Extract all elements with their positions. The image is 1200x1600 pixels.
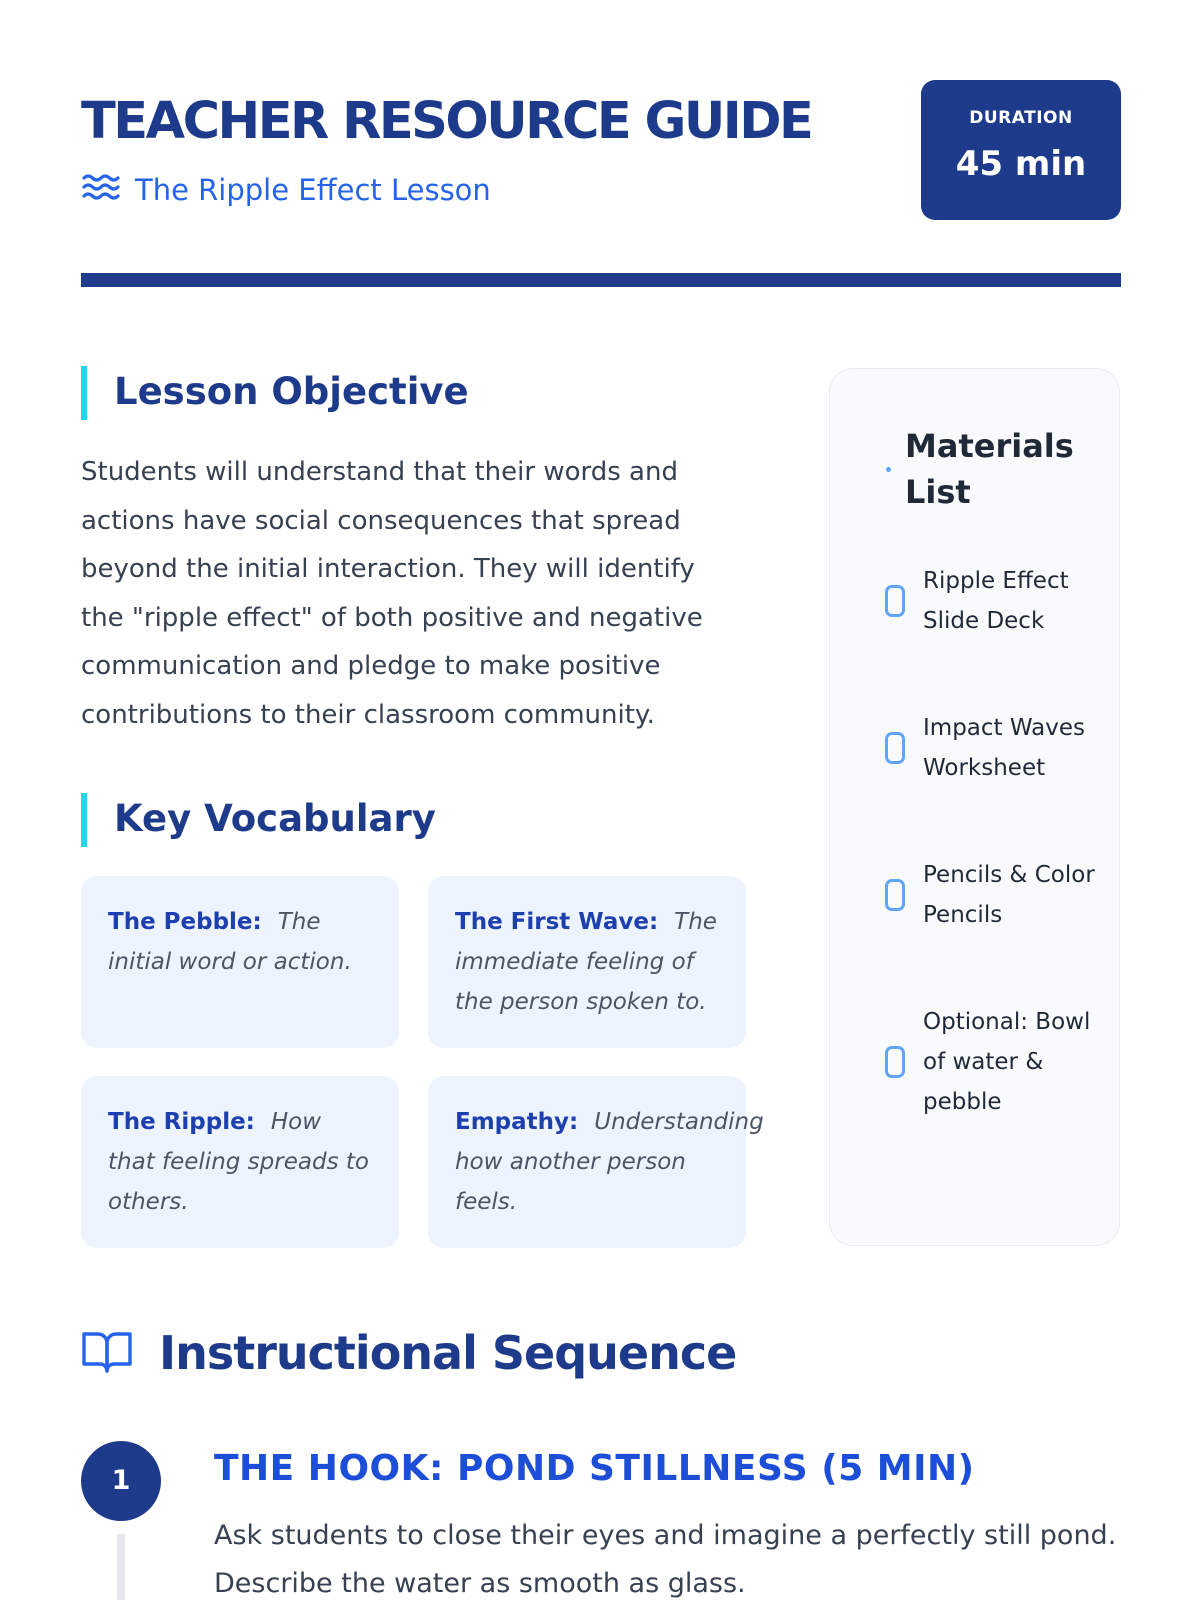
vocab-definition: The initial word or action. bbox=[108, 909, 352, 975]
checkbox-icon[interactable] bbox=[885, 879, 905, 911]
page-title: TEACHER RESOURCE GUIDE bbox=[81, 92, 812, 151]
duration-label: DURATION bbox=[969, 108, 1073, 128]
step-title: THE HOOK: POND STILLNESS (5 MIN) bbox=[214, 1448, 975, 1489]
duration-badge bbox=[921, 80, 1121, 220]
subtitle: The Ripple Effect Lesson bbox=[135, 172, 491, 207]
materials-item-label: Impact Waves Worksheet bbox=[923, 715, 1085, 781]
vocab-term: The Ripple: bbox=[108, 1109, 255, 1135]
materials-item[interactable] bbox=[885, 561, 1105, 641]
vocab-definition: The immediate feeling of the person spoken to. bbox=[455, 909, 717, 1015]
vocab-definition: Understanding how another person feels. bbox=[455, 1109, 764, 1215]
checkbox-icon[interactable] bbox=[885, 1046, 905, 1078]
vocab-definition: How that feeling spreads to others. bbox=[108, 1109, 369, 1215]
checkbox-icon[interactable] bbox=[885, 585, 905, 617]
header-divider bbox=[81, 273, 1121, 287]
objective-heading: Lesson Objective bbox=[81, 370, 469, 413]
subtitle-row bbox=[81, 172, 491, 207]
waves-icon bbox=[81, 172, 121, 207]
vocab-card bbox=[428, 876, 746, 1048]
sequence-heading: Instructional Sequence bbox=[159, 1326, 737, 1380]
vocab-card bbox=[428, 1076, 764, 1248]
materials-item-label: Pencils & Color Pencils bbox=[923, 862, 1095, 928]
sequence-header bbox=[81, 1326, 736, 1380]
vocab-term: The Pebble: bbox=[108, 909, 262, 935]
step-text: Ask students to close their eyes and imagine a perfectly still pond. Describe the water as smooth as glass. bbox=[214, 1520, 1117, 1599]
materials-item-label: Ripple Effect Slide Deck bbox=[923, 568, 1069, 634]
duration-value: 45 min bbox=[955, 144, 1087, 184]
book-open-icon bbox=[81, 1328, 133, 1379]
bullet-dot-icon bbox=[886, 467, 891, 472]
materials-item-label: Optional: Bowl of water & pebble bbox=[923, 1009, 1091, 1115]
vocab-term: Empathy: bbox=[455, 1109, 579, 1135]
checkbox-icon[interactable] bbox=[885, 732, 905, 764]
vocabulary-heading: Key Vocabulary bbox=[81, 797, 436, 840]
header bbox=[81, 80, 1121, 220]
materials-item[interactable] bbox=[885, 855, 1105, 935]
step-connector bbox=[117, 1534, 125, 1600]
materials-item[interactable] bbox=[885, 708, 1105, 788]
materials-panel bbox=[829, 368, 1120, 1246]
vocab-card bbox=[81, 1076, 399, 1248]
objective-text: Students will understand that their words and actions have social consequences that spread beyond the initial interaction. They will identify the "ripple effect" of both positive and negative communication and pledge to make positive contributions to their classroom community. bbox=[81, 457, 703, 730]
materials-item[interactable] bbox=[885, 1002, 1105, 1122]
materials-heading: Materials List bbox=[905, 427, 1074, 511]
vocab-card bbox=[81, 876, 399, 1048]
step-number: 1 bbox=[81, 1441, 161, 1521]
vocab-term: The First Wave: bbox=[455, 909, 659, 935]
